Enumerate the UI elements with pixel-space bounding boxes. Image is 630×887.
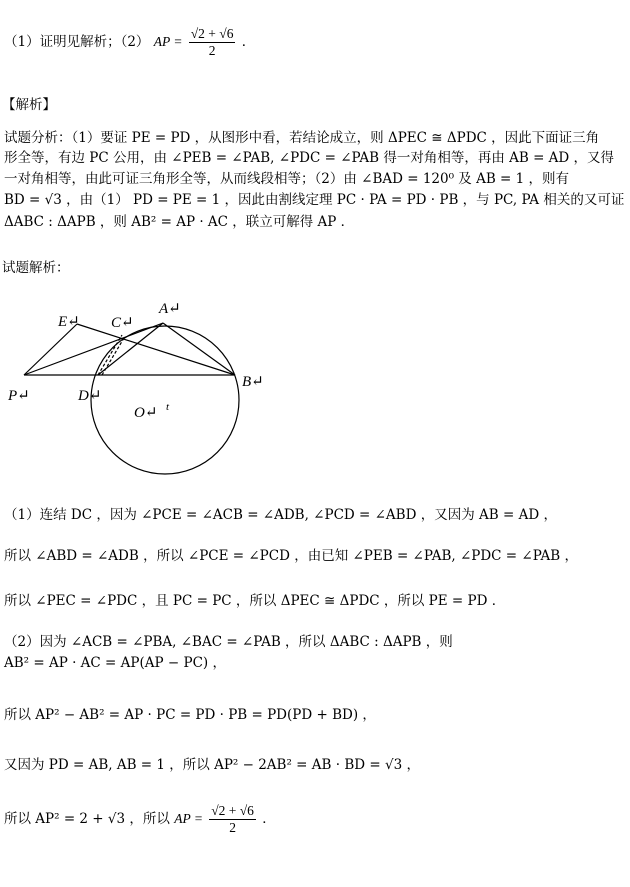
segment-eb — [77, 324, 235, 375]
solution-line: 又因为 PD = AB, AB = 1 ，所以 AP² − 2AB² = AB · BD = √3 ， — [4, 757, 420, 773]
circle-o — [91, 326, 239, 474]
segment-ab — [163, 323, 235, 375]
final-denominator: 2 — [229, 820, 236, 835]
label-p: P↵ — [8, 388, 30, 404]
segment-pa — [24, 323, 163, 375]
analysis-line: ΔABC : ΔAPB ，则 AB² = AP · AC ，联立可解得 AP ． — [4, 214, 355, 230]
final-numerator: √2 + √6 — [211, 803, 254, 818]
answer-lhs: AP = — [153, 34, 183, 49]
label-e: E↵ — [58, 314, 80, 330]
final-fraction — [209, 803, 256, 836]
final-prefix: 所以 AP² = 2 + √3 ，所以 — [4, 811, 170, 827]
solution-line: （2）因为 ∠ACB = ∠PBA, ∠BAC = ∠PAB ，所以 ΔABC : ΔAPB ，则 — [4, 634, 453, 650]
label-d: D↵ — [78, 388, 102, 404]
label-t: t — [166, 401, 170, 413]
solution-heading: 试题解析： — [2, 260, 70, 276]
solution-line: （1）连结 DC ，因为 ∠PCE = ∠ACB = ∠ADB, ∠PCD = ∠ABD ，又因为 AB = AD ， — [4, 507, 557, 523]
solution-line: AB² = AP · AC = AP(AP − PC) ， — [4, 655, 226, 671]
segment-pe — [24, 324, 77, 375]
solution-line: 所以 ∠ABD = ∠ADB ，所以 ∠PCE = ∠PCD ，由已知 ∠PEB = ∠PAB, ∠PDC = ∠PAB ， — [4, 548, 579, 564]
solution-line: 所以 AP² − AB² = AP · PC = PD · PB = PD(PD + BD) ， — [4, 707, 376, 723]
final-tail: ． — [262, 811, 276, 827]
answer-tail: ． — [241, 34, 256, 50]
segment-dc — [98, 335, 122, 375]
label-b: B↵ — [242, 374, 264, 390]
answer-denominator: 2 — [208, 43, 216, 58]
analysis-line: BD = √3 ，由（1） PD = PE = 1 ，因此由割线定理 PC · PA = PD · PB ，与 PC, PA 相关的又可证 — [4, 192, 625, 208]
analysis-line: 试题分析：（1）要证 PE = PD ，从图形中看，若结论成立，则 ΔPEC ≅ ΔPDC ，因此下面证三角 — [4, 130, 600, 146]
analysis-line: 一对角相等，由此可证三角形全等，从而线段相等；（2）由 ∠BAD = 120⁰ 及 AB = 1 ，则有 — [4, 171, 570, 187]
label-c: C↵ — [111, 315, 134, 331]
label-o: O↵ — [134, 405, 158, 421]
analysis-heading: 【解析】 — [2, 97, 56, 113]
answer-numerator: √2 + √6 — [190, 26, 234, 41]
answer-prefix: （1）证明见解析；（2） — [4, 34, 150, 50]
analysis-line: 形全等，有边 PC 公用，由 ∠PEB = ∠PAB, ∠PDC = ∠PAB 得一对角相等，再由 AB = AD ，又得 — [4, 150, 615, 166]
label-a: A↵ — [159, 301, 181, 317]
solution-line: 所以 ∠PEC = ∠PDC ，且 PC = PC ，所以 ΔPEC ≅ ΔPDC ，所以 PE = PD ． — [4, 593, 506, 609]
final-lhs: AP = — [174, 811, 203, 826]
final-line — [4, 803, 276, 836]
